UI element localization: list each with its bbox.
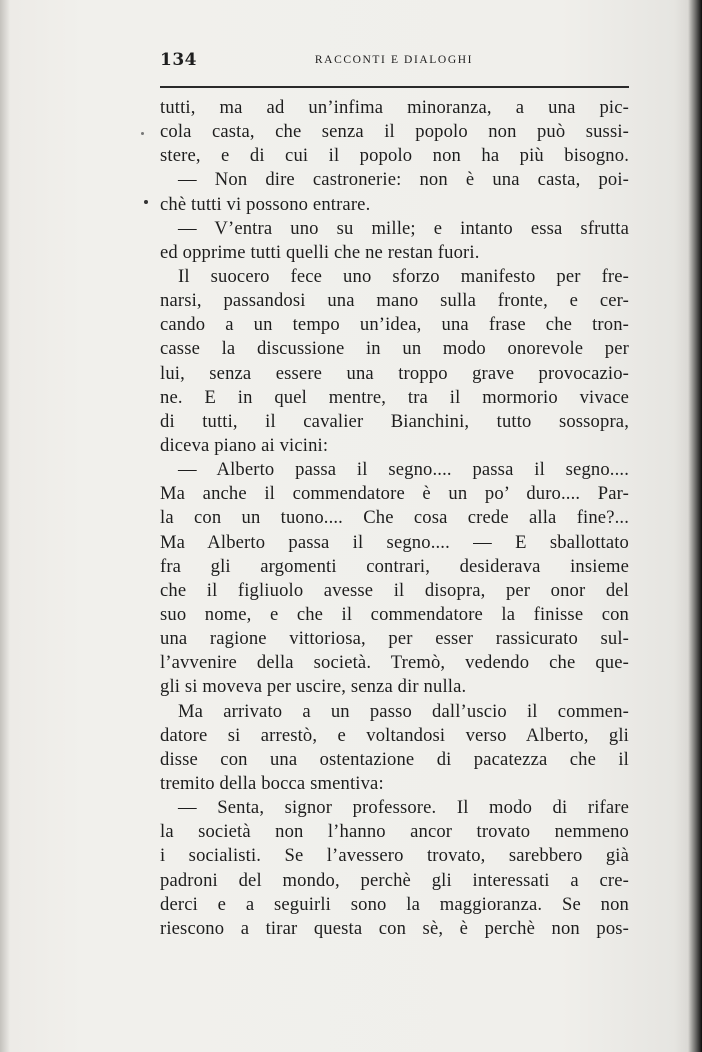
text-line: — Alberto passa il segno.... passa il segno.... — [178, 459, 629, 481]
text-line: di tutti, il cavalier Bianchini, tutto sossopra, — [160, 410, 629, 432]
text-line: cando a un tempo un’idea, una frase che tron- — [160, 314, 629, 336]
text-line: datore si arrestò, e voltandosi verso Alberto, gli — [160, 724, 629, 746]
text-line: chè tutti vi possono entrare. — [160, 193, 371, 215]
text-line: che il figliuolo avesse il disopra, per onor del — [160, 579, 629, 601]
binding-shadow — [688, 0, 702, 1052]
text-line: riescono a tirar questa con sè, è perchè non pos- — [160, 917, 629, 939]
running-title: RACCONTI E DIALOGHI — [314, 54, 474, 66]
text-line: fra gli argomenti contrari, desiderava insieme — [160, 555, 629, 577]
text-line: i socialisti. Se l’avessero trovato, sarebbero già — [160, 845, 629, 867]
header-rule — [160, 86, 629, 88]
text-line: stere, e di cui il popolo non ha più bisogno. — [160, 145, 629, 167]
text-line: — V’entra uno su mille; e intanto essa sfrutta — [178, 217, 629, 239]
text-line: narsi, passandosi una mano sulla fronte, e cer- — [160, 290, 629, 312]
text-line: disse con una ostentazione di pacatezza che il — [160, 748, 629, 770]
text-line: l’avvenire della società. Tremò, vedendo che que- — [160, 652, 629, 674]
text-line: cola casta, che senza il popolo non può sussi- — [160, 121, 629, 143]
body-text — [160, 96, 629, 941]
text-line: una ragione vittoriosa, per esser rassicurato sul- — [160, 628, 629, 650]
text-line: tremito della bocca smentiva: — [160, 772, 384, 794]
ink-speck — [141, 132, 144, 135]
text-line: diceva piano ai vicini: — [160, 434, 329, 456]
ink-speck — [144, 200, 148, 204]
text-line: ne. E in quel mentre, tra il mormorio vivace — [160, 386, 629, 408]
text-line: Ma anche il commendatore è un po’ duro.... Par- — [160, 483, 629, 505]
text-line: Ma arrivato a un passo dall’uscio il commen- — [178, 700, 629, 722]
text-line: casse la discussione in un modo onorevole per — [160, 338, 629, 360]
text-line: — Non dire castronerie: non è una casta, poi- — [178, 169, 629, 191]
text-line: lui, senza essere una troppo grave provocazio- — [160, 362, 629, 384]
text-line: — Senta, signor professore. Il modo di rifare — [178, 797, 629, 819]
text-line: derci e a seguirli sono la maggioranza. Se non — [160, 893, 629, 915]
text-line: Ma Alberto passa il segno.... — E sballottato — [160, 531, 629, 553]
text-line: suo nome, e che il commendatore la finisse con — [160, 603, 629, 625]
text-line: tutti, ma ad un’infima minoranza, a una pic- — [160, 97, 629, 118]
text-line: la con un tuono.... Che cosa crede alla fine?... — [160, 507, 629, 529]
page-number: 134 — [160, 50, 197, 70]
page-header — [160, 50, 628, 80]
text-line: Il suocero fece uno sforzo manifesto per fre- — [178, 265, 629, 287]
text-line: padroni del mondo, perchè gli interessati a cre- — [160, 869, 629, 891]
text-line: gli si moveva per uscire, senza dir nulla. — [160, 676, 467, 698]
page-left-edge — [0, 0, 10, 1052]
text-line: ed opprime tutti quelli che ne restan fuori. — [160, 241, 480, 263]
text-line: la società non l’hanno ancor trovato nemmeno — [160, 821, 629, 843]
